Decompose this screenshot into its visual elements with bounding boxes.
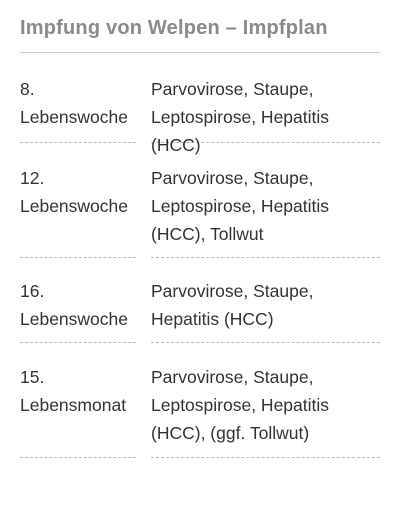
- schedule-row: [20, 143, 380, 258]
- schedule-vaccines-cell: [151, 143, 380, 258]
- schedule-vaccines-line: (HCC): [151, 135, 201, 155]
- schedule-time-number: 12.: [20, 168, 45, 188]
- schedule-time-cell: [20, 343, 136, 458]
- schedule-vaccines-line: Leptospirose, Hepatitis: [151, 395, 330, 415]
- schedule-vaccines-cell: [151, 258, 380, 343]
- page-title: Impfung von Welpen – Impfplan: [20, 17, 328, 39]
- schedule-time-unit: Lebenswoche: [20, 196, 128, 216]
- schedule-time-unit: Lebenswoche: [20, 107, 128, 127]
- schedule-time-cell: [20, 143, 136, 258]
- schedule-vaccines-line: (HCC), Tollwut: [151, 224, 264, 244]
- schedule-vaccines-line: Parvovirose, Staupe,: [151, 168, 314, 188]
- schedule-row: [20, 258, 380, 343]
- schedule-vaccines-line: Leptospirose, Hepatitis: [151, 196, 330, 216]
- schedule-vaccines-line: (HCC), (ggf. Tollwut): [151, 423, 310, 443]
- schedule-vaccines-line: Leptospirose, Hepatitis: [151, 107, 330, 127]
- schedule-vaccines-line: Parvovirose, Staupe,: [151, 367, 314, 387]
- schedule-row: [20, 343, 380, 458]
- schedule-time-cell: [20, 258, 136, 343]
- schedule-vaccines-line: Parvovirose, Staupe,: [151, 79, 314, 99]
- schedule-row: [20, 53, 380, 155]
- schedule-time-unit: Lebensmonat: [20, 395, 127, 415]
- schedule-vaccines-cell: [151, 53, 380, 155]
- schedule-vaccines-line: Hepatitis (HCC): [151, 309, 274, 329]
- schedule-vaccines-cell: [151, 343, 380, 458]
- schedule-time-number: 16.: [20, 281, 45, 301]
- schedule-time-cell: [20, 53, 136, 143]
- schedule-vaccines-line: Parvovirose, Staupe,: [151, 281, 314, 301]
- schedule-time-unit: Lebenswoche: [20, 309, 128, 329]
- vaccination-schedule: [20, 0, 380, 458]
- schedule-time-number: 8.: [20, 79, 35, 99]
- schedule-time-number: 15.: [20, 367, 45, 387]
